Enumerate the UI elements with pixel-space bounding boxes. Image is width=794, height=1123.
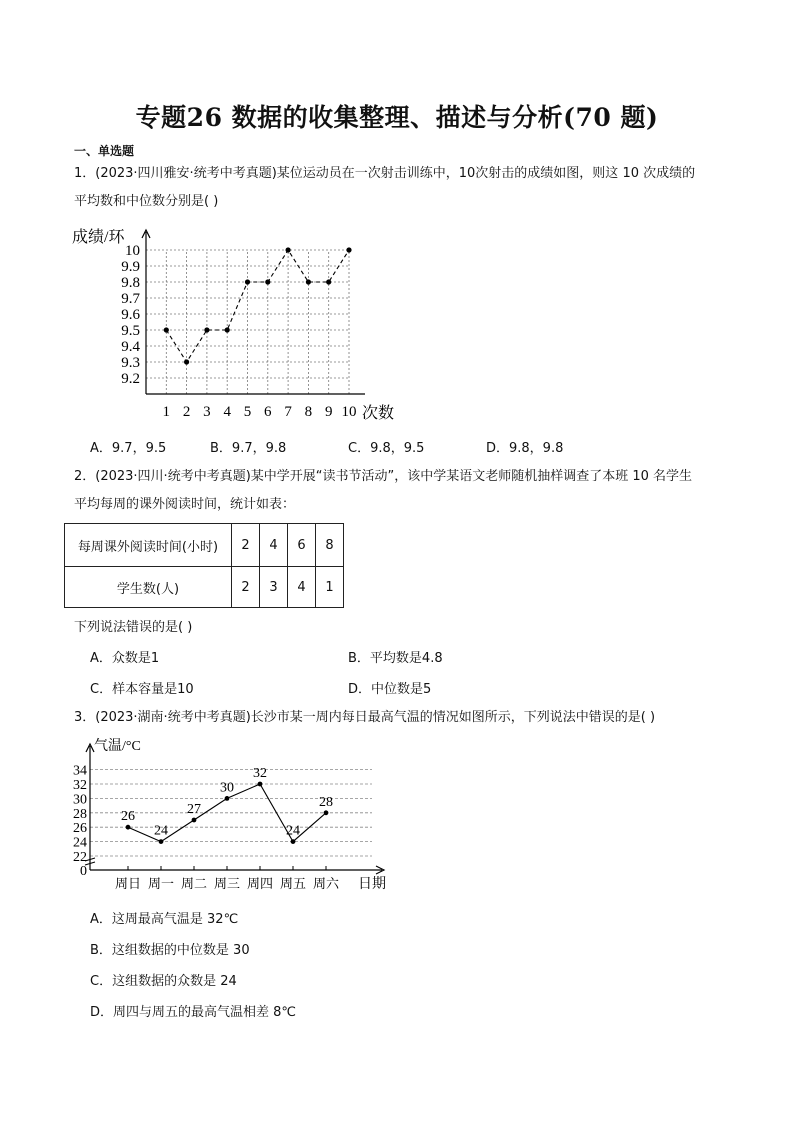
data-point xyxy=(126,825,131,830)
x-tick-label: 周一 xyxy=(147,876,175,891)
data-point xyxy=(159,839,164,844)
x-tick-label: 1 xyxy=(162,404,171,420)
data-label: 27 xyxy=(187,802,201,817)
series-line xyxy=(166,250,349,362)
x-tick-label: 9 xyxy=(324,404,333,420)
y-tick-label: 22 xyxy=(73,850,87,865)
x-tick-label: 周四 xyxy=(246,876,274,891)
x-tick-label: 8 xyxy=(304,404,313,420)
q3-option-a[interactable]: A．这周最高气温是 32℃ xyxy=(90,912,239,927)
y-tick-label: 24 xyxy=(73,835,87,851)
table-row xyxy=(65,524,344,567)
x-tick-label: 周日 xyxy=(114,876,142,891)
x-tick-label: 周三 xyxy=(213,876,241,891)
x-tick-label: 周二 xyxy=(180,876,208,891)
data-point xyxy=(184,359,189,364)
data-point xyxy=(324,810,329,815)
q1-option-c[interactable]: C．9.8，9.5 xyxy=(348,441,425,456)
q2-option-d[interactable]: D．中位数是5 xyxy=(348,682,432,697)
q3-option-c[interactable]: C．这组数据的众数是 24 xyxy=(90,974,237,989)
y-tick-label: 0 xyxy=(80,864,87,879)
q3-chart-xlabel: 日期 xyxy=(358,877,386,892)
q1-option-a[interactable]: A．9.7，9.5 xyxy=(90,441,167,456)
q1-chart-axes xyxy=(142,230,365,394)
x-tick-label: 2 xyxy=(182,404,191,420)
data-point xyxy=(204,327,209,332)
x-tick-label: 7 xyxy=(284,404,292,420)
data-point xyxy=(164,327,169,332)
q3-option-d[interactable]: D．周四与周五的最高气温相差 8℃ xyxy=(90,1005,297,1020)
y-tick-label: 9.7 xyxy=(121,291,140,307)
data-point xyxy=(286,247,291,252)
q1-stem xyxy=(74,160,734,216)
y-tick-label: 9.8 xyxy=(121,275,140,291)
q2-option-a[interactable]: A．众数是1 xyxy=(90,651,160,666)
q1-line2: 平均数和中位数分别是( ) xyxy=(74,194,219,209)
table-cell: 2 xyxy=(232,524,260,567)
data-point xyxy=(192,818,197,823)
y-tick-label: 9.4 xyxy=(121,339,140,355)
y-tick-label: 32 xyxy=(73,778,87,793)
table-header-hours: 每周课外阅读时间(小时) xyxy=(65,524,232,567)
q1-option-b[interactable]: B．9.7，9.8 xyxy=(210,441,287,456)
x-tick-label: 周六 xyxy=(312,876,340,891)
x-tick-label: 周五 xyxy=(279,876,307,891)
q2-line1: 2．(2023·四川·统考中考真题)某中学开展“读书节活动”，该中学某语文老师随机抽样调查了本班 10 名学生 xyxy=(74,469,693,484)
table-cell: 6 xyxy=(288,524,316,567)
data-point xyxy=(346,247,351,252)
data-label: 28 xyxy=(319,794,333,810)
x-tick-label: 3 xyxy=(203,404,211,420)
y-tick-label: 9.2 xyxy=(121,371,140,387)
y-tick-label: 30 xyxy=(73,792,87,808)
table-cell: 1 xyxy=(316,567,344,608)
data-point xyxy=(225,327,230,332)
table-cell: 4 xyxy=(288,567,316,608)
y-tick-label: 26 xyxy=(73,821,87,837)
data-point xyxy=(258,782,263,787)
q1-option-d[interactable]: D．9.8，9.8 xyxy=(486,441,564,456)
data-point xyxy=(225,796,230,801)
x-tick-label: 6 xyxy=(264,404,272,420)
q3-chart-ylabel: 气温/°C xyxy=(94,739,141,754)
table-header-students: 学生数(人) xyxy=(65,567,232,608)
table-row xyxy=(65,567,344,608)
y-tick-label: 28 xyxy=(73,806,87,822)
q3-chart xyxy=(60,732,405,894)
y-tick-label: 9.5 xyxy=(121,323,140,339)
data-point xyxy=(265,279,270,284)
q2-prompt: 下列说法错误的是( ) xyxy=(74,620,193,635)
data-label: 24 xyxy=(286,823,300,839)
data-label: 30 xyxy=(220,780,234,796)
y-tick-label: 9.6 xyxy=(121,307,140,323)
q2-line2: 平均每周的课外阅读时间，统计如表： xyxy=(74,497,296,512)
y-tick-label: 9.9 xyxy=(121,259,140,275)
data-point xyxy=(245,279,250,284)
q2-reading-table xyxy=(64,523,344,608)
data-label: 24 xyxy=(154,823,168,839)
q1-chart-series xyxy=(164,247,352,364)
x-tick-label: 10 xyxy=(341,404,357,420)
q2-option-b[interactable]: B．平均数是4.8 xyxy=(348,651,443,666)
data-label: 26 xyxy=(121,809,135,825)
q3-option-b[interactable]: B．这组数据的中位数是 30 xyxy=(90,943,250,958)
q1-chart xyxy=(60,222,420,428)
table-cell: 2 xyxy=(232,567,260,608)
q2-option-c[interactable]: C．样本容量是10 xyxy=(90,682,194,697)
q1-line1: 1．(2023·四川雅安·统考中考真题)某位运动员在一次射击训练中，10次射击的成绩如图，则这 10 次成绩的 xyxy=(74,166,696,181)
y-tick-label: 10 xyxy=(125,243,140,259)
q3-chart-series xyxy=(121,766,333,844)
table-cell: 4 xyxy=(260,524,288,567)
table-cell: 8 xyxy=(316,524,344,567)
q1-chart-ylabel: 成绩/环 xyxy=(72,229,125,246)
x-tick-label: 4 xyxy=(223,404,231,420)
x-tick-label: 5 xyxy=(243,404,252,420)
y-tick-label: 9.3 xyxy=(121,355,140,371)
y-tick-label: 34 xyxy=(73,763,87,779)
data-point xyxy=(306,279,311,284)
data-point xyxy=(326,279,331,284)
q1-chart-xlabel: 次数 xyxy=(362,405,395,422)
data-point xyxy=(291,839,296,844)
q2-stem xyxy=(74,463,734,519)
section-heading: 一、单选题 xyxy=(74,144,135,158)
q3-stem xyxy=(74,704,734,732)
q3-line1: 3．(2023·湖南·统考中考真题)长沙市某一周内每日最高气温的情况如图所示，下列说法中错误的是( ) xyxy=(74,710,656,725)
q1-chart-grid xyxy=(146,250,349,394)
page-title: 专题26 数据的收集整理、描述与分析(70 题) xyxy=(135,103,659,132)
table-cell: 3 xyxy=(260,567,288,608)
data-label: 32 xyxy=(253,766,267,781)
